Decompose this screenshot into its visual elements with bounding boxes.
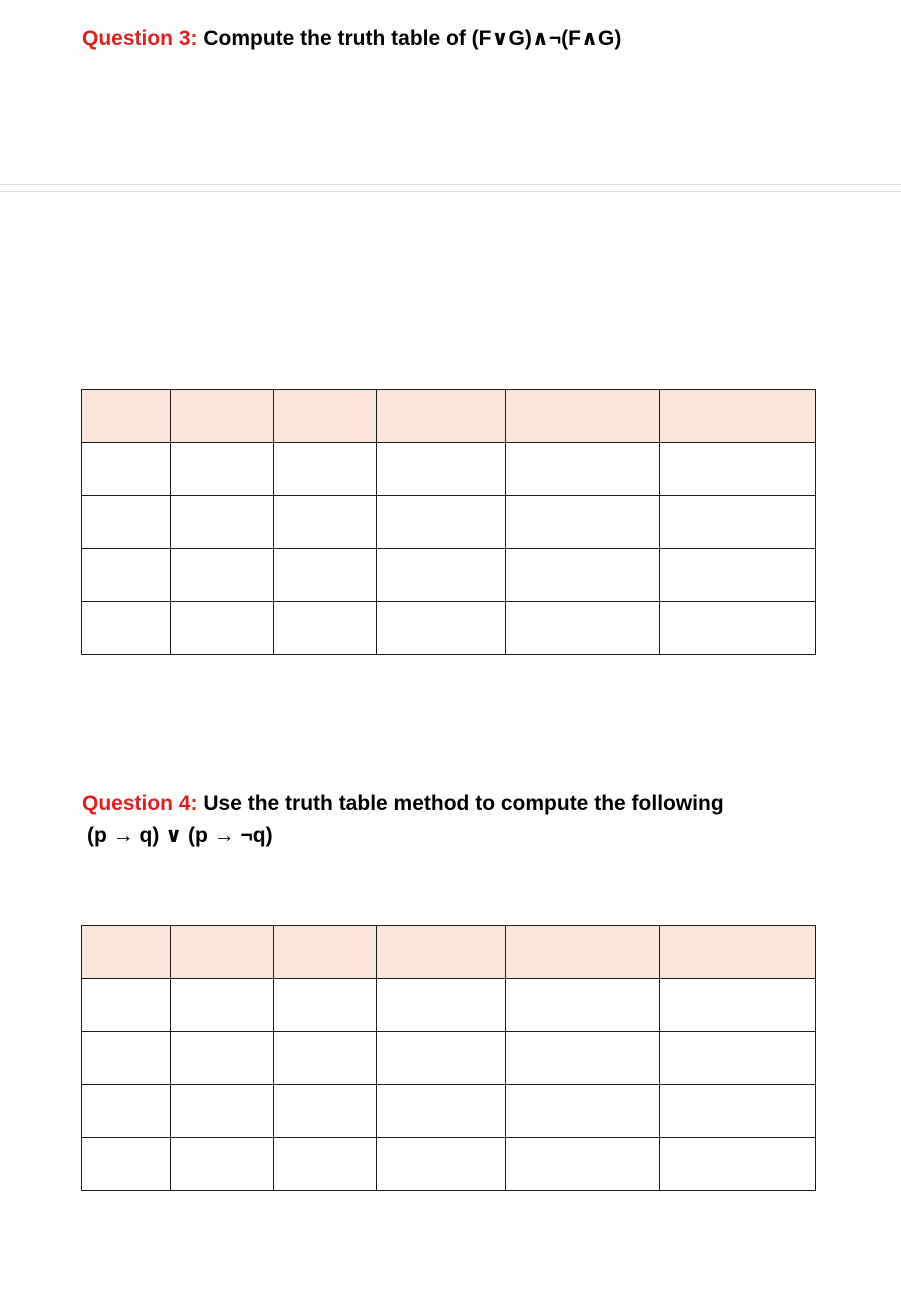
table-cell[interactable] <box>82 979 171 1032</box>
table-row <box>82 1138 816 1191</box>
table-cell[interactable] <box>274 1138 377 1191</box>
table-cell[interactable] <box>506 602 660 655</box>
table-cell[interactable] <box>506 443 660 496</box>
question-3-truth-table <box>81 389 816 655</box>
table-header-cell[interactable] <box>274 926 377 979</box>
table-cell[interactable] <box>171 443 274 496</box>
question-4-truth-table <box>81 925 816 1191</box>
table-cell[interactable] <box>274 496 377 549</box>
table-row <box>82 549 816 602</box>
table-cell[interactable] <box>660 979 816 1032</box>
table-cell[interactable] <box>274 1085 377 1138</box>
table-header-cell[interactable] <box>171 926 274 979</box>
table-cell[interactable] <box>660 1085 816 1138</box>
table-cell[interactable] <box>506 979 660 1032</box>
table-cell[interactable] <box>377 602 506 655</box>
table-header-row <box>82 926 816 979</box>
table-cell[interactable] <box>82 443 171 496</box>
table-cell[interactable] <box>506 1138 660 1191</box>
table-cell[interactable] <box>506 549 660 602</box>
table-header-cell[interactable] <box>82 926 171 979</box>
table-cell[interactable] <box>82 549 171 602</box>
table-row <box>82 496 816 549</box>
table-cell[interactable] <box>660 1032 816 1085</box>
question-4-label: Question 4: <box>82 792 198 815</box>
table-cell[interactable] <box>171 496 274 549</box>
table-header-cell[interactable] <box>660 926 816 979</box>
table-cell[interactable] <box>274 443 377 496</box>
table-cell[interactable] <box>660 443 816 496</box>
table-cell[interactable] <box>377 1032 506 1085</box>
table-header-cell[interactable] <box>377 390 506 443</box>
table-cell[interactable] <box>82 602 171 655</box>
table-header-row <box>82 390 816 443</box>
question-4-expression: (p → q) ∨ (p → ¬q) <box>87 824 273 847</box>
question-3-heading <box>82 26 621 52</box>
question-4-heading <box>82 791 724 817</box>
table-cell[interactable] <box>171 979 274 1032</box>
table-cell[interactable] <box>377 549 506 602</box>
question-3-text: Compute the truth table of (F∨G)∧¬(F∧G) <box>197 27 622 50</box>
table-cell[interactable] <box>660 1138 816 1191</box>
question-4-text: Use the truth table method to compute the following <box>197 792 724 815</box>
question-3-label: Question 3: <box>82 27 198 50</box>
table-cell[interactable] <box>506 1085 660 1138</box>
table-row <box>82 602 816 655</box>
table-cell[interactable] <box>377 1085 506 1138</box>
table-header-cell[interactable] <box>82 390 171 443</box>
table-header-cell[interactable] <box>506 390 660 443</box>
table-header-cell[interactable] <box>660 390 816 443</box>
table-row <box>82 979 816 1032</box>
table-cell[interactable] <box>377 496 506 549</box>
table-cell[interactable] <box>82 1138 171 1191</box>
table-row <box>82 1032 816 1085</box>
table-cell[interactable] <box>274 549 377 602</box>
table-cell[interactable] <box>377 979 506 1032</box>
table-cell[interactable] <box>171 1085 274 1138</box>
table-cell[interactable] <box>82 1085 171 1138</box>
table-cell[interactable] <box>274 1032 377 1085</box>
table-cell[interactable] <box>377 443 506 496</box>
table-cell[interactable] <box>171 1032 274 1085</box>
table-cell[interactable] <box>506 496 660 549</box>
table-cell[interactable] <box>660 549 816 602</box>
table-cell[interactable] <box>660 496 816 549</box>
table-cell[interactable] <box>377 1138 506 1191</box>
table-cell[interactable] <box>660 602 816 655</box>
table-cell[interactable] <box>171 602 274 655</box>
table-row <box>82 443 816 496</box>
table-cell[interactable] <box>274 602 377 655</box>
table-cell[interactable] <box>171 1138 274 1191</box>
table-header-cell[interactable] <box>274 390 377 443</box>
table-header-cell[interactable] <box>377 926 506 979</box>
table-header-cell[interactable] <box>171 390 274 443</box>
table-row <box>82 1085 816 1138</box>
page-divider <box>0 184 901 192</box>
table-header-cell[interactable] <box>506 926 660 979</box>
table-cell[interactable] <box>82 496 171 549</box>
table-cell[interactable] <box>506 1032 660 1085</box>
table-cell[interactable] <box>274 979 377 1032</box>
table-cell[interactable] <box>82 1032 171 1085</box>
table-cell[interactable] <box>171 549 274 602</box>
